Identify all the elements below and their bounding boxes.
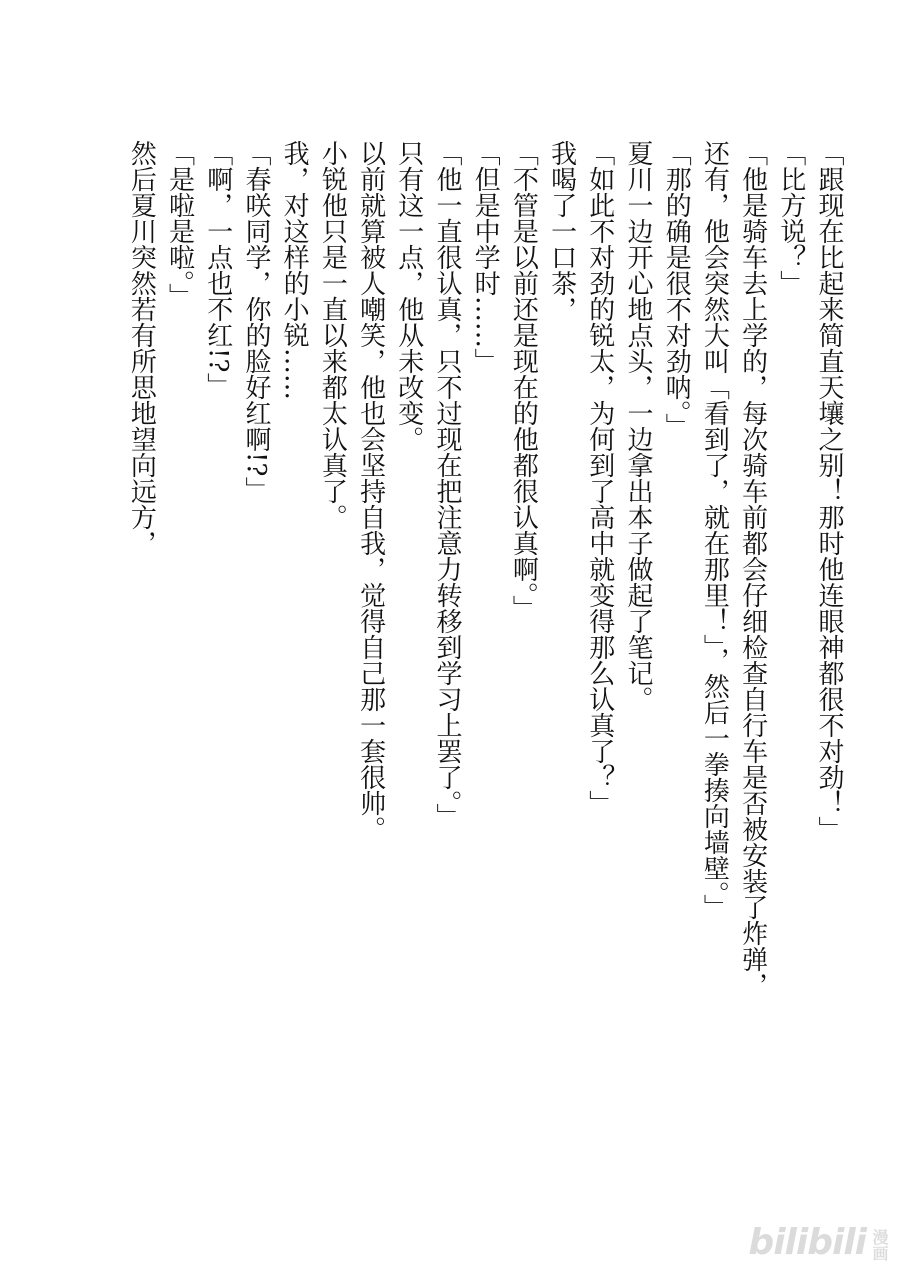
text-line-5: 「那的确是很不对劲呐。」 (661, 140, 692, 439)
text-line-11: 「他一直很认真，只不过现在把注意力转移到学习上罢了。」 (431, 140, 462, 829)
text-line-4: 还有，他会突然大叫「看到了，就在那里！」，然后一拳揍向墙壁。」 (699, 140, 730, 920)
vertical-text-block (122, 140, 848, 1020)
text-line-9: 「不管是以前还是现在的他都很认真啊。」 (508, 140, 539, 621)
bilibili-logo: bilibili (748, 1222, 866, 1263)
text-line-14: 小锐他只是一直以来都太认真了。 (317, 140, 348, 530)
manga-label: 漫画 (870, 1229, 889, 1261)
text-line-17: 「啊，一点也不红!?」 (202, 140, 233, 399)
text-line-2: 「比方说？」 (775, 140, 806, 296)
text-line-16: 「春咲同学，你的脸好红啊!?」 (240, 140, 271, 503)
text-line-10: 「但是中学时……」 (470, 140, 501, 374)
text-line-6: 夏川一边开心地点头，一边拿出本子做起了笔记。 (622, 140, 653, 712)
text-line-1: 「跟现在比起来简直天壤之别！那时他连眼神都很不对劲！」 (814, 140, 844, 842)
text-line-19: 然后夏川突然若有所思地望向远方， (126, 140, 157, 556)
bilibili-manga-watermark (748, 1222, 889, 1263)
text-line-18: 「是啦是啦。」 (164, 140, 195, 309)
text-line-8: 我喝了一口茶， (546, 140, 577, 322)
text-line-3: 「他是骑车去上学的，每次骑车前都会仔细检查自行车是否被安装了炸弹， (737, 140, 768, 998)
text-line-12: 只有这一点，他从未改变。 (393, 140, 424, 452)
text-line-15: 我，对这样的小锐…… (279, 140, 310, 400)
text-line-13: 以前就算被人嘲笑，他也会坚持自我，觉得自己那一套很帅。 (355, 140, 386, 842)
text-line-7: 「如此不对劲的锐太，为何到了高中就变得那么认真了？」 (584, 140, 615, 816)
